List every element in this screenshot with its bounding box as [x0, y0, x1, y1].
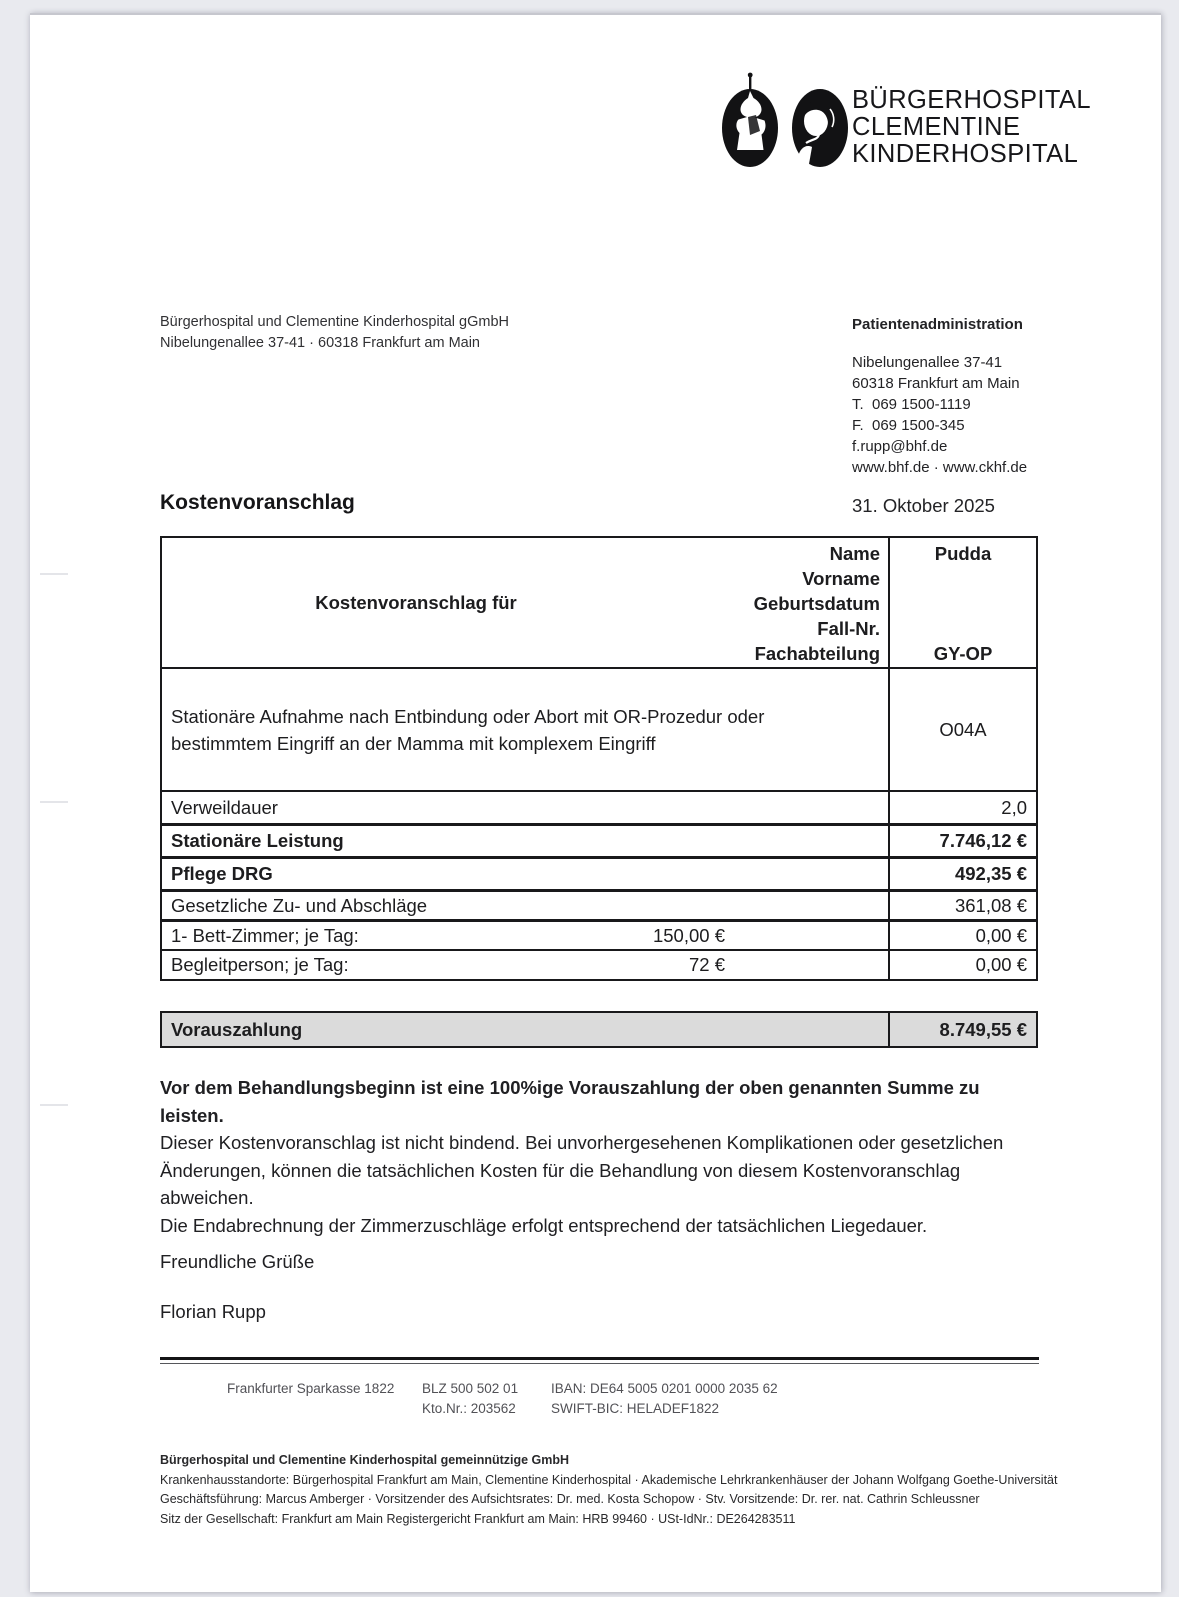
fold-mark — [40, 573, 68, 575]
patient-header-row — [162, 538, 1036, 667]
row-value: 0,00 € — [888, 922, 1036, 949]
body-text — [160, 1074, 1044, 1325]
patient-vorname-value — [890, 566, 1036, 591]
table-row-pflege-drg — [162, 856, 1036, 889]
sender-address — [160, 312, 509, 354]
fold-mark — [40, 1104, 68, 1106]
sender-line-2: Nibelungenallee 37-41 · 60318 Frankfurt am Main — [160, 335, 480, 351]
row-label: Verweildauer — [171, 796, 278, 818]
label-name: Name — [829, 543, 880, 564]
row-value: 492,35 € — [888, 859, 1036, 889]
row-value: 361,08 € — [888, 892, 1036, 919]
bank-blz: BLZ 500 502 01 — [422, 1381, 519, 1396]
logo-line-3: KINDERHOSPITAL — [852, 140, 1079, 168]
label-vorname: Vorname — [802, 568, 880, 589]
patient-department-value: GY-OP — [933, 643, 993, 664]
table-row-einzelzimmer — [162, 919, 1036, 949]
disclaimer-paragraph: Dieser Kostenvoranschlag ist nicht bindend. Bei unvorhergesehenen Komplikationen oder gesetzlichen Änderungen, können die tatsächlichen Kosten für die Behandlung von diesem Kostenvoranschlag abweichen. — [160, 1132, 1004, 1208]
patient-name-value: Pudda — [934, 543, 992, 564]
table-row-begleitperson — [162, 949, 1036, 979]
cost-estimate-table — [160, 536, 1038, 981]
logo-line-2: CLEMENTINE — [852, 113, 1021, 141]
estimate-for-label: Kostenvoranschlag für — [315, 591, 517, 613]
contact-department: Patientenadministration — [852, 316, 1023, 333]
row-value: 7.746,12 € — [888, 826, 1036, 856]
row-label: Pflege DRG — [171, 863, 273, 884]
bank-account: Kto.Nr.: 203562 — [422, 1400, 516, 1416]
total-label: Vorauszahlung — [171, 1018, 303, 1040]
bank-codes — [422, 1379, 518, 1418]
contact-city: 60318 Frankfurt am Main — [852, 375, 1020, 392]
bank-iban: IBAN: DE64 5005 0201 0000 2035 62 — [551, 1381, 778, 1396]
diagnosis-text: Stationäre Aufnahme nach Entbindung oder Abort mit OR-Prozedur oder bestimmtem Eingriff an der Mamma mit komplexem Eingriff — [171, 705, 765, 754]
patient-field-values — [888, 538, 1036, 667]
hospital-logo-icon — [720, 69, 850, 171]
row-label: Gesetzliche Zu- und Abschläge — [171, 894, 428, 916]
legal-footer — [160, 1451, 1057, 1529]
legal-management: Geschäftsführung: Marcus Amberger · Vorsitzender des Aufsichtsrates: Dr. med. Kosta Schopow · Stv. Vorsitzende: Dr. rer. nat. Cathrin Schleussner — [160, 1492, 980, 1506]
bank-swift: SWIFT-BIC: HELADEF1822 — [551, 1400, 720, 1416]
label-fall-nr: Fall-Nr. — [817, 618, 880, 639]
total-value: 8.749,55 € — [888, 1013, 1036, 1046]
table-row-stationaere-leistung — [162, 823, 1036, 856]
diagnosis-row — [162, 667, 1036, 790]
contact-fax: F. 069 1500-345 — [852, 417, 965, 434]
row-label: Begleitperson; je Tag: — [171, 954, 349, 975]
bank-international — [551, 1379, 778, 1418]
fold-mark — [40, 801, 68, 803]
footer-divider — [160, 1357, 1039, 1364]
legal-locations: Krankenhausstandorte: Bürgerhospital Frankfurt am Main, Clementine Kinderhospital · Akademische Lehrkrankenhäuser der Johann Wolfgang Goethe-Universität — [160, 1472, 1058, 1487]
row-rate: 150,00 € — [652, 924, 725, 946]
row-rate: 72 € — [688, 954, 725, 975]
row-value: 0,00 € — [888, 951, 1036, 979]
table-row-verweildauer — [162, 790, 1036, 823]
closing-phrase: Freundliche Grüße — [160, 1251, 315, 1272]
logo-line-1: BÜRGERHOSPITAL — [852, 86, 1091, 114]
drg-code: O04A — [888, 669, 1036, 790]
bank-name: Frankfurter Sparkasse 1822 — [227, 1381, 395, 1396]
row-label: Stationäre Leistung — [171, 830, 344, 851]
patient-geburtsdatum-value — [890, 591, 1036, 616]
document-date: 31. Oktober 2025 — [852, 495, 995, 516]
legal-registration: Sitz der Gesellschaft: Frankfurt am Main Registergericht Frankfurt am Main: HRB 99460 · USt-IdNr.: DE264283511 — [160, 1511, 796, 1526]
contact-websites: www.bhf.de · www.ckhf.de — [852, 459, 1028, 476]
sender-line-1: Bürgerhospital und Clementine Kinderhospital gGmbH — [160, 314, 509, 330]
patient-fallnr-value — [890, 616, 1036, 641]
document-page — [30, 13, 1161, 1592]
legal-company: Bürgerhospital und Clementine Kinderhospital gemeinnützige GmbH — [160, 1453, 570, 1467]
contact-phone: T. 069 1500-1119 — [852, 396, 971, 413]
label-geburtsdatum: Geburtsdatum — [753, 593, 880, 614]
hospital-logo-wordmark — [852, 87, 1091, 168]
table-row-zuschlaege — [162, 889, 1036, 919]
contact-street: Nibelungenallee 37-41 — [852, 354, 1003, 371]
patient-field-labels — [670, 538, 888, 667]
final-billing-note: Die Endabrechnung der Zimmerzuschläge erfolgt entsprechend der tatsächlichen Liegedauer. — [160, 1214, 928, 1236]
label-fachabteilung: Fachabteilung — [754, 643, 880, 664]
contact-email: f.rupp@bhf.de — [852, 438, 948, 455]
patient-header-left — [162, 538, 888, 667]
contact-block — [852, 314, 1027, 478]
row-value: 2,0 — [888, 792, 1036, 823]
prepayment-note: Vor dem Behandlungsbeginn ist eine 100%ige Vorauszahlung der oben genannten Summe zu leisten. — [160, 1077, 980, 1126]
total-row — [160, 1011, 1038, 1048]
row-label: 1- Bett-Zimmer; je Tag: — [171, 924, 359, 946]
page-title: Kostenvoranschlag — [160, 491, 355, 514]
signature-name: Florian Rupp — [160, 1300, 266, 1322]
